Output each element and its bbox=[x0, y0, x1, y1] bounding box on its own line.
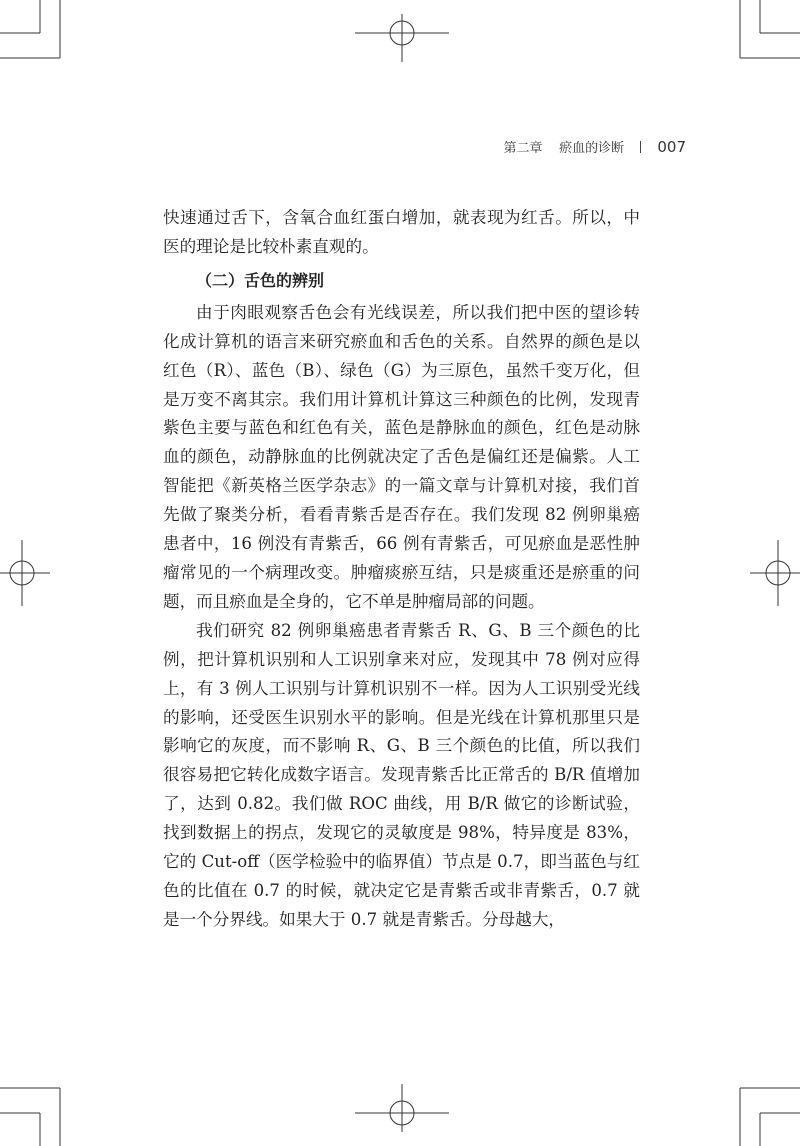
chapter-label: 第二章 bbox=[503, 141, 543, 156]
paragraph-continued: 快速通过舌下，含氧合血红蛋白增加，就表现为红舌。所以，中医的理论是比较朴素直观的。 bbox=[163, 208, 640, 256]
body-text bbox=[163, 204, 640, 935]
page-number: 007 bbox=[657, 138, 686, 156]
paragraph-2: 我们研究 82 例卵巢癌患者青紫舌 R、G、B 三个颜色的比例，把计算机识别和人工识别拿来对应，发现其中 78 例对应得上，有 3 例人工识别与计算机识别不一样。因为人工识别受光线的影响，还受医生识别水平的影响。但是光线在计算机那里只是影响它的灰度，而不影响 R、G、B 三个颜色的比值，所以我们很容易把它转化成数字语言。发现青紫舌比正常舌的 B/R 值增加了，达到 0.82。我们做 ROC 曲线，用 B/R 做它的诊断试验，找到数据上的拐点，发现它的灵敏度是 98%，特异度是 83%，它的 Cut-off（医学检验中的临界值）节点是 0.7，即当蓝色与红色的比值在 0.7 的时候，就决定它是青紫舌或非青紫舌，0.7 就是一个分界线。如果大于 0.7 就是青紫舌。分母越大， bbox=[163, 620, 640, 929]
section-heading: （二）舌色的辨别 bbox=[196, 270, 325, 290]
paragraph-1: 由于肉眼观察舌色会有光线误差，所以我们把中医的望诊转化成计算机的语言来研究瘀血和舌色的关系。自然界的颜色是以红色（R）、蓝色（B）、绿色（G）为三原色，虽然千变万化，但是万变不离其宗。我们用计算机计算这三种颜色的比例，发现青紫色主要与蓝色和红色有关，蓝色是静脉血的颜色，红色是动脉血的颜色，动静脉血的比例就决定了舌色是偏红还是偏紫。人工智能把《新英格兰医学杂志》的一篇文章与计算机对接，我们首先做了聚类分析，看看青紫舌是否存在。我们发现 82 例卵巢癌患者中，16 例没有青紫舌，66 例有青紫舌，可见瘀血是恶性肿瘤常见的一个病理改变。肿瘤痰瘀互结，只是痰重还是瘀重的问题，而且瘀血是全身的，它不单是肿瘤局部的问题。 bbox=[163, 302, 640, 611]
section-title: 瘀血的诊断 bbox=[559, 141, 625, 156]
header-divider bbox=[640, 141, 641, 153]
running-header bbox=[504, 137, 686, 156]
